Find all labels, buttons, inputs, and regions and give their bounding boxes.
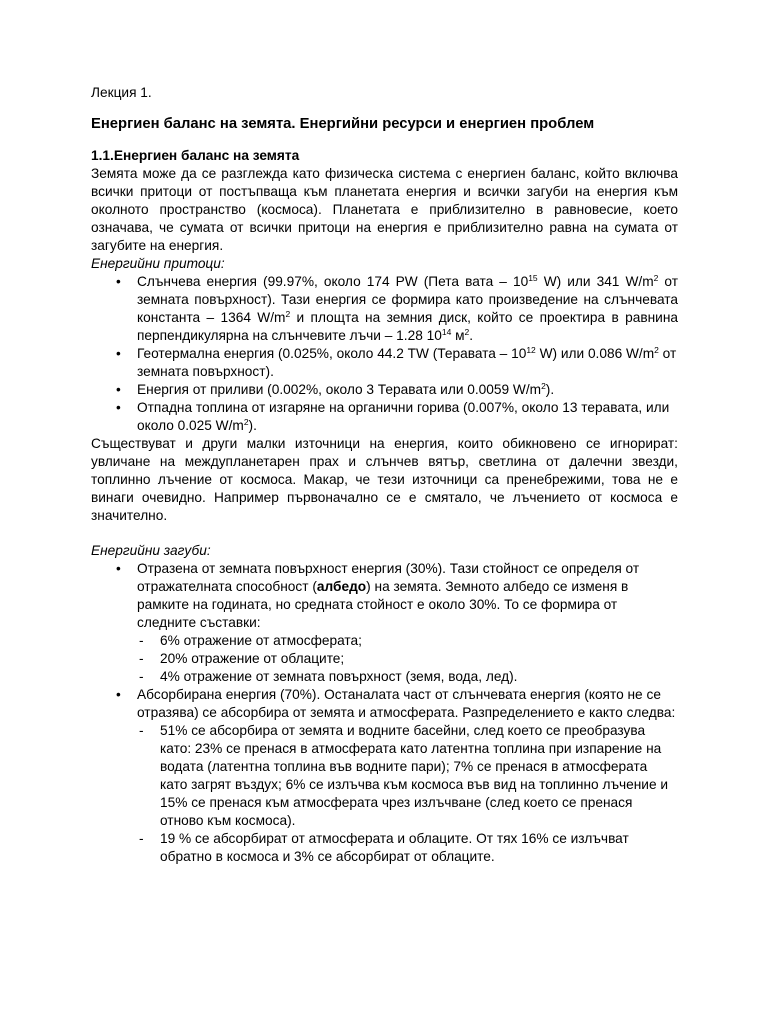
list-item: - 4% отражение от земната повърхност (земя, вода, лед). (137, 668, 678, 686)
losses-heading: Енергийни загуби: (91, 543, 211, 558)
reflected-sublist (137, 632, 678, 686)
albedo-term: албедо (316, 579, 367, 594)
list-item: - 20% отражение от облаците; (137, 650, 678, 668)
inflows-heading: Енергийни притоци: (91, 256, 225, 271)
inflow-tidal: • Енергия от приливи (0.002%, около 3 Теравата или 0.0059 $W/m^2$). (91, 381, 678, 399)
other-sources-paragraph: Съществуват и други малки източници на енергия, които обикновено се игнорират: увличане на междупланетарен прах и слънчев вятър, светлина от далечни звезди, топлинно лъчение от космоса. Макар, че тези източници са пренебрежими, това не е винаги очевидно. Например първоначално се е смятало, че лъчението от космоса е значително. (91, 436, 678, 523)
spacer (91, 525, 678, 542)
loss-absorbed: • Абсорбирана енергия (70%). Останалата част от слънчевата енергия (която не се отразява) се абсорбира от земята и атмосферата. Разпределението е както следва: - 51% се абсорбира от земята и водните басейни, след което се преобразува като: 23% се пренася в атмосферата като латентна топлина при изпарение на водата (латентна топлина във водните пари); 7% се пренася в атмосферата като загрят въздух; 6% се излъчва към космоса във вид на топлинно лъчение и 15% се пренася към атмосферата чрез излъчване (след което се пренася отново към космоса). - 19 % се абсорбират от атмосферата и облаците. От тях 16% се излъчват обратно в космоса и 3% се абсорбират от облаците. (91, 686, 678, 866)
inflow-solar: • Слънчева енергия (99.97%, около 174 PW (Пета вата – $10^{15}$ W) или 341 $W/m^2$ от земната повърхност). Тази енергия се формира като произведение на слънчевата константа – 1364 $W/m^2$ и площта на земния диск, който се проектира в равнина перпендикулярна на слънчевите лъчи – 1.28 $10^{14}$ $м^2$. (91, 273, 678, 345)
document-page (91, 84, 678, 866)
document-title: Енергиен баланс на земята. Енергийни ресурси и енергиен проблем (91, 116, 595, 132)
inflows-list (91, 273, 678, 435)
intro-paragraph: Земята може да се разглежда като физическа система с енергиен баланс, който включва всички притоци от постъпваща към планетата енергия и всички загуби на енергия към околното пространство (космоса). Планетата е приблизително в равновесие, което означава, че сумата от всички притоци на енергия е приблизително равна на сумата от загубите на енергия. (91, 166, 678, 253)
loss-reflected: • Отразена от земната повърхност енергия (30%). Тази стойност се определя от отражателната способност (албедо) на земята. Земното албедо се изменя в рамките на годината, но средната стойност е около 30%. То се формира от следните съставки: - 6% отражение от атмосферата; - 20% отражение от облаците; - 4% отражение от земната повърхност (земя, вода, лед). (91, 560, 678, 686)
absorbed-sublist (137, 722, 678, 866)
lecture-label: Лекция 1. (91, 85, 152, 100)
list-item: - 51% се абсорбира от земята и водните басейни, след което се преобразува като: 23% се пренася в атмосферата като латентна топлина при изпарение на водата (латентна топлина във водните пари); 7% се пренася в атмосферата като загрят въздух; 6% се излъчва към космоса във вид на топлинно лъчение и 15% се пренася към атмосферата чрез излъчване (след което се пренася отново към космоса). (137, 722, 678, 830)
inflow-waste-heat: • Отпадна топлина от изгаряне на органични горива (0.007%, около 13 теравата, или около 0.025 $W/m^2$). (91, 399, 678, 435)
list-item: - 19 % се абсорбират от атмосферата и облаците. От тях 16% се излъчват обратно в космоса и 3% се абсорбират от облаците. (137, 830, 678, 866)
inflow-geothermal: • Геотермална енергия (0.025%, около 44.2 TW (Теравата – $10^{12}$ W) или 0.086 $W/m^2$ от земната повърхност). (91, 345, 678, 381)
losses-list (91, 560, 678, 866)
section-heading: 1.1.Енергиен баланс на земята (91, 148, 300, 163)
list-item: - 6% отражение от атмосферата; (137, 632, 678, 650)
